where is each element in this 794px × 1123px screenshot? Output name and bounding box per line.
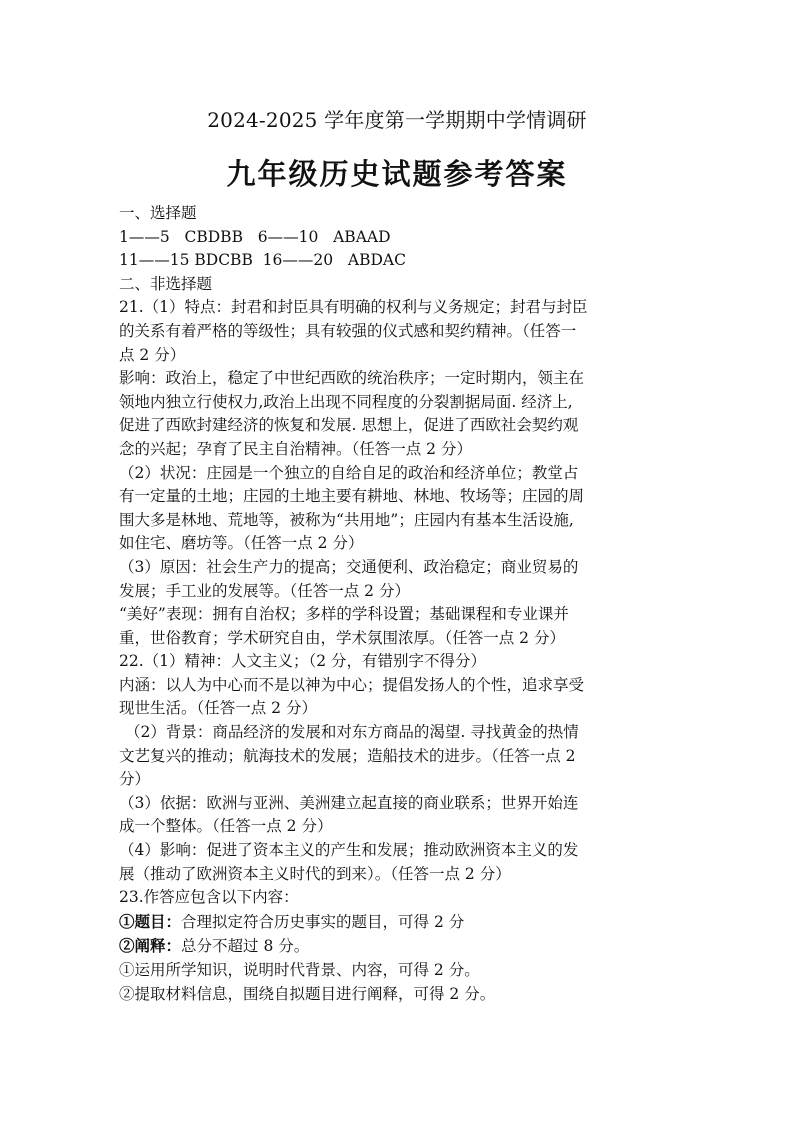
q21-influence-line: 领地内独立行使权力,政治上出现不同程度的分裂割据局面. 经济上, [119,392,573,411]
section-heading-nonchoice: 二、非选择题 [119,274,213,293]
q23-item-title-text: 合理拟定符合历史事实的题目，可得 2 分 [181,912,465,931]
section-heading-choice: 一、选择题 [119,204,197,222]
q21-influence-line: 促进了西欧封建经济的恢复和发展. 思想上，促进了西欧社会契约观 [119,416,579,435]
q22-part4-line: （4）影响：促进了资本主义的产生和发展；推动欧洲资本主义的发 [119,841,579,860]
q23-item-explain [119,934,679,959]
q21-meihao-line: 重，世俗教育；学术研究自由，学术氛围浓厚。（任答一点 2 分） [119,628,565,647]
q21-meihao-line: “美好”表现：拥有自治权；多样的学科设置；基础课程和专业课并 [119,605,569,624]
q23-intro: 23.作答应包含以下内容： [119,888,299,907]
page-title: 九年级历史试题参考答案 [226,157,568,191]
q22-connotation-line: 内涵：以人为中心而不是以神为中心；提倡发扬人的个性，追求享受 [119,675,585,694]
q22-part4-line: 展（推动了欧洲资本主义时代的到来）。（任答一点 2 分） [119,864,511,883]
q21-part2-line: 有一定量的土地；庄园的土地主要有耕地、林地、牧场等；庄园的周 [119,487,585,506]
q21-influence-line: 念的兴起；孕育了民主自治精神。（任答一点 2 分） [119,439,472,458]
q22-connotation-line: 现世生活。（任答一点 2 分） [119,699,317,718]
q23-item-explain-text: 总分不超过 8 分。 [181,937,310,956]
q21-part1-line: 的关系有着严格的等级性；具有较强的仪式感和契约精神。（任答一 [119,321,577,340]
exam-term-subtitle: 2024-2025 学年度第一学期期中学情调研 [207,108,587,132]
q22-part3-line: 成一个整体。（任答一点 2 分） [119,817,333,836]
q23-item-explain-label: ②阐释： [119,936,182,956]
q22-part2-line: 分） [119,770,151,789]
choice-answers-row-1: 1——5 CBDBB 6——10 ABAAD [119,227,391,246]
q23-item-material: ②提取材料信息，围绕自拟题目进行阐释，可得 2 分。 [119,984,496,1003]
q21-part3-line: 发展；手工业的发展等。（任答一点 2 分） [119,581,410,600]
q22-part1-line: 22.（1）精神：人文主义；（2 分，有错别字不得分） [119,652,487,671]
q21-part3-line: （3）原因：社会生产力的提高；交通便利、政治稳定；商业贸易的 [119,557,579,576]
answer-content [119,202,679,1006]
q22-part2-line: （2）背景：商品经济的发展和对东方商品的渴望. 寻找黄金的热情 [125,723,579,742]
q21-influence-line: 影响：政治上，稳定了中世纪西欧的统治秩序；一定时期内，领主在 [119,369,585,388]
q23-item-background: ①运用所学知识，说明时代背景、内容，可得 2 分。 [119,961,480,979]
q23-item-title [119,910,679,935]
q22-part3-line: （3）依据：欧洲与亚洲、美洲建立起直接的商业联系；世界开始连 [119,793,579,812]
q21-part2-line: 围大多是林地、荒地等，被称为“共用地”；庄园内有基本生活设施, [119,510,574,529]
q22-part2-line: 文艺复兴的推动；航海技术的发展；造船技术的进步。（任答一点 2 [119,746,576,765]
q21-part2-line: 如住宅、磨坊等。（任答一点 2 分） [119,534,364,553]
q23-item-title-label: ①题目： [119,911,182,931]
q21-part1-line: 点 2 分） [119,345,186,364]
q21-part1-line: 21.（1）特点：封君和封臣具有明确的权利与义务规定；封君与封臣 [119,298,588,317]
choice-answers-row-2: 11——15 BDCBB 16——20 ABDAC [119,251,406,270]
q21-part2-line: （2）状况：庄园是一个独立的自给自足的政治和经济单位；教堂占 [119,463,579,482]
